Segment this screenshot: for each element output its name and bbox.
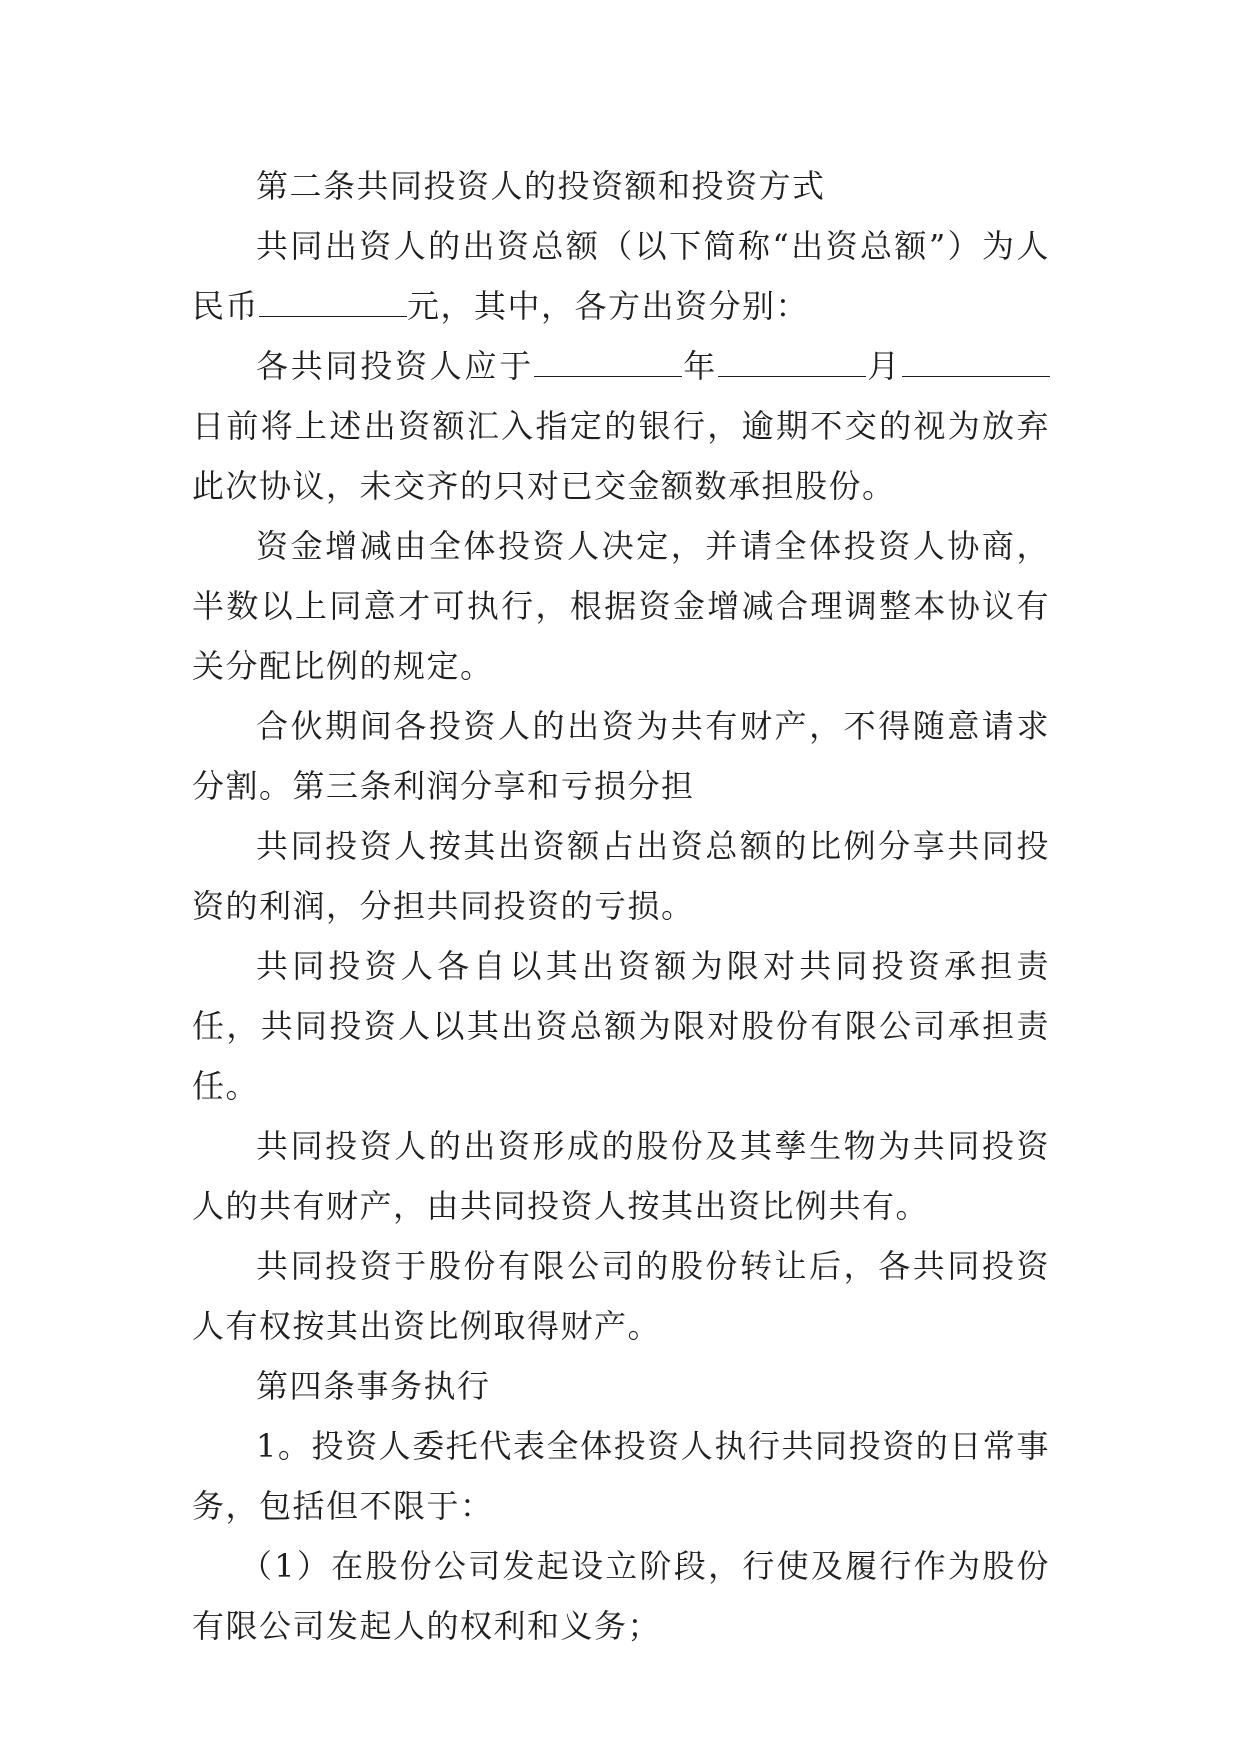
paragraph-capital-change: 资金增减由全体投资人决定，并请全体投资人协商，半数以上同意才可执行，根据资金增减合理调整本协议有关分配比例的规定。 [192, 527, 1050, 685]
paragraph-common-property: 合伙期间各投资人的出资为共有财产，不得随意请求分割。第三条利润分享和亏损分担 [192, 707, 1050, 805]
month-blank [718, 347, 866, 377]
article-4-heading: 第四条事务执行 [256, 1367, 491, 1405]
year-blank [534, 347, 682, 377]
amount-blank [259, 287, 407, 317]
total-amount-text-2: 元，其中，各方出资分别： [407, 287, 810, 325]
deadline-month-label: 月 [865, 347, 902, 385]
paragraph-liability: 共同投资人各自以其出资额为限对共同投资承担责任，共同投资人以其出资总额为限对股份有限公司承担责任。 [192, 947, 1050, 1105]
document-body [192, 156, 1050, 1656]
paragraph-item-1: 1。投资人委托代表全体投资人执行共同投资的日常事务，包括但不限于： [192, 1427, 1050, 1525]
paragraph-transfer: 共同投资于股份有限公司的股份转让后，各共同投资人有权按其出资比例取得财产。 [192, 1247, 1050, 1345]
paragraph-shares-property: 共同投资人的出资形成的股份及其孳生物为共同投资人的共有财产，由共同投资人按其出资比例共有。 [192, 1127, 1050, 1225]
paragraph-item-1-sub-1: （1）在股份公司发起设立阶段，行使及履行作为股份有限公司发起人的权利和义务； [192, 1547, 1050, 1645]
paragraph-profit-share: 共同投资人按其出资额占出资总额的比例分享共同投资的利润，分担共同投资的亏损。 [192, 827, 1050, 925]
deadline-year-label: 年 [681, 347, 718, 385]
deadline-text-1: 各共同投资人应于 [256, 347, 534, 385]
paragraph-deadline [192, 336, 1050, 516]
deadline-text-2: 日前将上述出资额汇入指定的银行，逾期不交的视为放弃此次协议，未交齐的只对已交金额数承担股份。 [192, 407, 1050, 505]
total-amount-text-1: 共同出资人的出资总额（以下简称“出资总额”）为人民币 [192, 227, 1050, 325]
article-2-heading: 第二条共同投资人的投资额和投资方式 [256, 167, 826, 205]
paragraph-total-amount [192, 216, 1050, 336]
day-blank [902, 347, 1050, 377]
